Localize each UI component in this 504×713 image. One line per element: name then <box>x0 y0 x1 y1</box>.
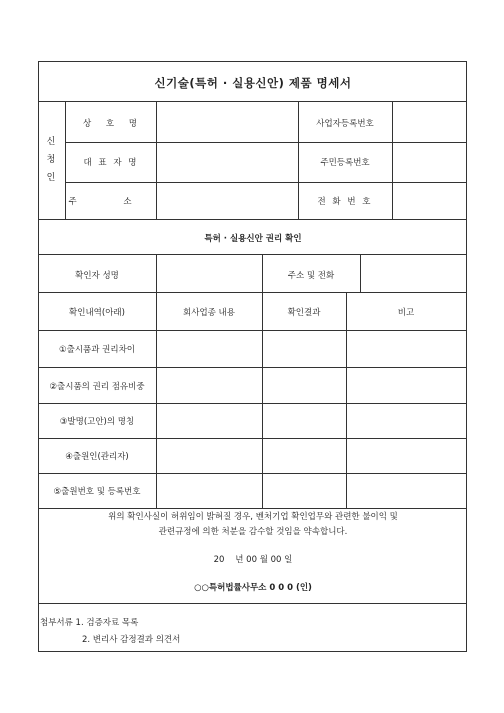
signer: ○○특허법률사무소 0 0 0 (인) <box>194 583 312 593</box>
divider <box>38 603 467 604</box>
declaration-text: 관련규정에 의한 처분을 감수할 것임을 약속합니다. <box>158 527 348 537</box>
resident-reg-number-label: 주민등록번호 <box>320 158 370 168</box>
rights-section-title: 특허 · 실용신안 권리 확인 <box>204 234 302 244</box>
business-content-header: 회사업종 내용 <box>183 308 235 318</box>
divider <box>156 101 157 219</box>
confirmer-name-label: 확인자 성명 <box>75 271 119 281</box>
divider <box>262 254 263 292</box>
business-reg-number-label: 사업자등록번호 <box>316 119 374 129</box>
address-label: 주 소 <box>68 197 154 207</box>
page-title: 신기술(특허 · 실용신안) 제품 명세서 <box>154 76 352 90</box>
check-item: ⑤출원번호 및 등록번호 <box>53 487 141 497</box>
divider <box>65 142 467 143</box>
applicant-side-char: 인 <box>46 173 56 183</box>
check-item: ③발명(고안)의 명칭 <box>59 417 135 427</box>
divider <box>298 101 299 219</box>
divider <box>38 367 467 368</box>
divider <box>156 292 157 508</box>
divider <box>65 101 66 219</box>
divider <box>156 254 157 292</box>
remarks-header: 비고 <box>397 308 415 318</box>
representative-name-label: 대 표 자 명 <box>83 158 139 168</box>
divider <box>38 438 467 439</box>
divider <box>360 254 361 292</box>
divider <box>38 254 467 255</box>
divider <box>38 219 467 220</box>
check-items-header: 확인내역(아래) <box>69 308 125 318</box>
declaration-text: 위의 확인사실이 허위임이 밝혀질 경우, 벤처기업 확인업무와 관련한 불이익 및 <box>108 512 398 522</box>
check-item: ②출시품의 권리 점유비중 <box>49 382 145 392</box>
divider <box>38 292 467 293</box>
divider <box>346 292 347 508</box>
divider <box>38 330 467 331</box>
check-item: ①출시품과 권리차이 <box>58 345 136 355</box>
attachments-line: 첨부서류 1. 검증자료 목록 <box>40 618 139 628</box>
declaration-date: 20 년 00 월 00 일 <box>213 555 293 565</box>
applicant-side-char: 신 <box>46 137 56 147</box>
applicant-side-char: 청 <box>46 155 56 165</box>
divider <box>65 182 467 183</box>
divider <box>38 101 467 102</box>
divider <box>38 403 467 404</box>
divider <box>38 508 467 509</box>
phone-number-label: 전 화 번 호 <box>317 197 373 207</box>
company-name-label: 상 호 명 <box>82 119 144 129</box>
check-item: ④출원인(관리자) <box>65 452 129 462</box>
divider <box>38 473 467 474</box>
divider <box>262 292 263 508</box>
result-header: 확인결과 <box>287 308 321 318</box>
divider <box>392 101 393 219</box>
applicant-side-label <box>44 133 58 187</box>
attachments-line: 2. 변리사 감정결과 의견서 <box>82 635 181 645</box>
address-phone-label: 주소 및 전화 <box>287 271 335 281</box>
